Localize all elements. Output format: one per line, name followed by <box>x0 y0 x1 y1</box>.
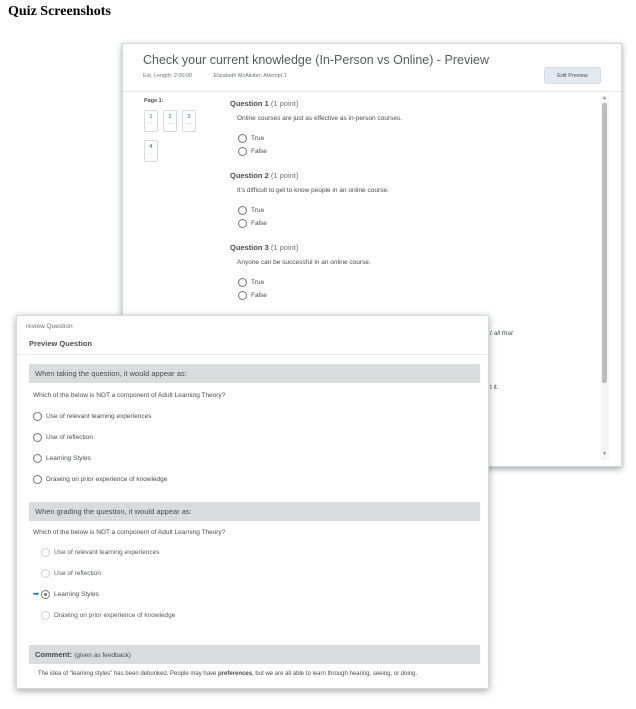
clipped-question-text: t it. <box>490 384 499 391</box>
graded-option-3-correct: Learning Styles <box>41 590 99 599</box>
answer-option-false[interactable]: False <box>238 147 267 156</box>
quiz-meta <box>143 73 307 79</box>
taking-option-2[interactable]: Use of reflection <box>33 433 93 442</box>
radio-checked-icon <box>41 590 50 599</box>
page-number: 2 <box>168 114 172 120</box>
page-number: 1 <box>149 114 153 120</box>
question-3 <box>230 243 570 299</box>
question-1 <box>230 99 570 155</box>
radio-icon[interactable] <box>238 291 247 300</box>
feedback-text: The idea of "learning styles" has been debunked. People may have preferences, but we are all able to learn through hearing, seeing, or doing. <box>38 671 418 677</box>
page-nav-3[interactable] <box>182 110 196 132</box>
breadcrumb: review Question <box>26 323 73 330</box>
scroll-down-icon[interactable]: ▼ <box>602 451 607 457</box>
radio-icon[interactable] <box>33 475 42 484</box>
answer-option-false[interactable]: False <box>238 291 267 300</box>
header-divider <box>123 91 621 92</box>
comment-sub-label: (given as feedback) <box>74 652 131 659</box>
dialog-title: Preview Question <box>29 339 92 348</box>
preview-question-window <box>16 315 489 689</box>
dialog-divider <box>17 354 488 355</box>
radio-icon[interactable] <box>238 278 247 287</box>
grading-section-header: When grading the question, it would appear as: <box>29 502 480 521</box>
taking-option-1[interactable]: Use of relevant learning experiences <box>33 412 152 421</box>
quiz-title: Check your current knowledge (In-Person vs Online) - Preview <box>143 53 489 67</box>
question-text: Which of the below is NOT a component of Adult Learning Theory? <box>33 392 226 399</box>
taking-option-3[interactable]: Learning Styles <box>33 454 91 463</box>
edit-preview-button[interactable]: Edit Preview <box>544 67 601 84</box>
graded-option-1: Use of relevant learning experiences <box>41 548 160 557</box>
graded-option-2: Use of reflection <box>41 569 101 578</box>
radio-icon[interactable] <box>238 206 247 215</box>
grading-question-text: Which of the below is NOT a component of Adult Learning Theory? <box>33 529 226 536</box>
answer-option-false[interactable]: False <box>238 219 267 228</box>
radio-icon[interactable] <box>33 412 42 421</box>
comment-section-header <box>29 645 480 664</box>
radio-icon[interactable] <box>238 147 247 156</box>
answer-option-true[interactable]: True <box>238 278 264 287</box>
page-status: -- <box>149 151 153 157</box>
page-nav-1[interactable] <box>144 110 158 132</box>
page-nav-2[interactable] <box>163 110 177 132</box>
question-text: It's difficult to get to know people in an online course. <box>237 187 389 194</box>
page-label: Page 1: <box>144 98 164 104</box>
page-nav-4[interactable] <box>144 140 158 162</box>
answer-option-true[interactable]: True <box>238 134 264 143</box>
radio-icon[interactable] <box>33 454 42 463</box>
question-text: Anyone can be successful in an online course. <box>237 259 371 266</box>
page-status: -- <box>168 121 172 127</box>
scrollbar-thumb[interactable] <box>602 103 607 383</box>
attempt-info: Elizabeth McAlister: Attempt 1 <box>213 73 287 79</box>
taking-option-4[interactable]: Drawing on prior experience of knowledge <box>33 475 167 484</box>
comment-label: Comment: <box>35 650 73 659</box>
question-text: Online courses are just as effective as in-person courses. <box>237 115 402 122</box>
est-length: Est. Length: 2:00:00 <box>143 73 193 79</box>
page-number: 3 <box>187 114 191 120</box>
radio-icon <box>41 569 50 578</box>
page-status: -- <box>187 121 191 127</box>
radio-icon <box>41 611 50 620</box>
page-status: -- <box>149 121 153 127</box>
clipped-question-text: t all that <box>490 330 513 337</box>
scroll-up-icon[interactable]: ▲ <box>602 95 607 101</box>
taking-section-header: When taking the question, it would appear as: <box>29 364 480 383</box>
radio-icon[interactable] <box>238 134 247 143</box>
radio-icon <box>41 548 50 557</box>
radio-icon[interactable] <box>238 219 247 228</box>
answer-option-true[interactable]: True <box>238 206 264 215</box>
question-2 <box>230 171 570 227</box>
question-heading: Question 3 (1 point) <box>230 243 299 252</box>
question-heading: Question 2 (1 point) <box>230 171 299 180</box>
question-heading: Question 1 (1 point) <box>230 99 299 108</box>
graded-option-4: Drawing on prior experience of knowledge <box>41 611 175 620</box>
page-number: 4 <box>149 144 153 150</box>
document-title: Quiz Screenshots <box>8 4 111 19</box>
radio-icon[interactable] <box>33 433 42 442</box>
correct-answer-arrow-icon: ➡ <box>33 591 39 598</box>
